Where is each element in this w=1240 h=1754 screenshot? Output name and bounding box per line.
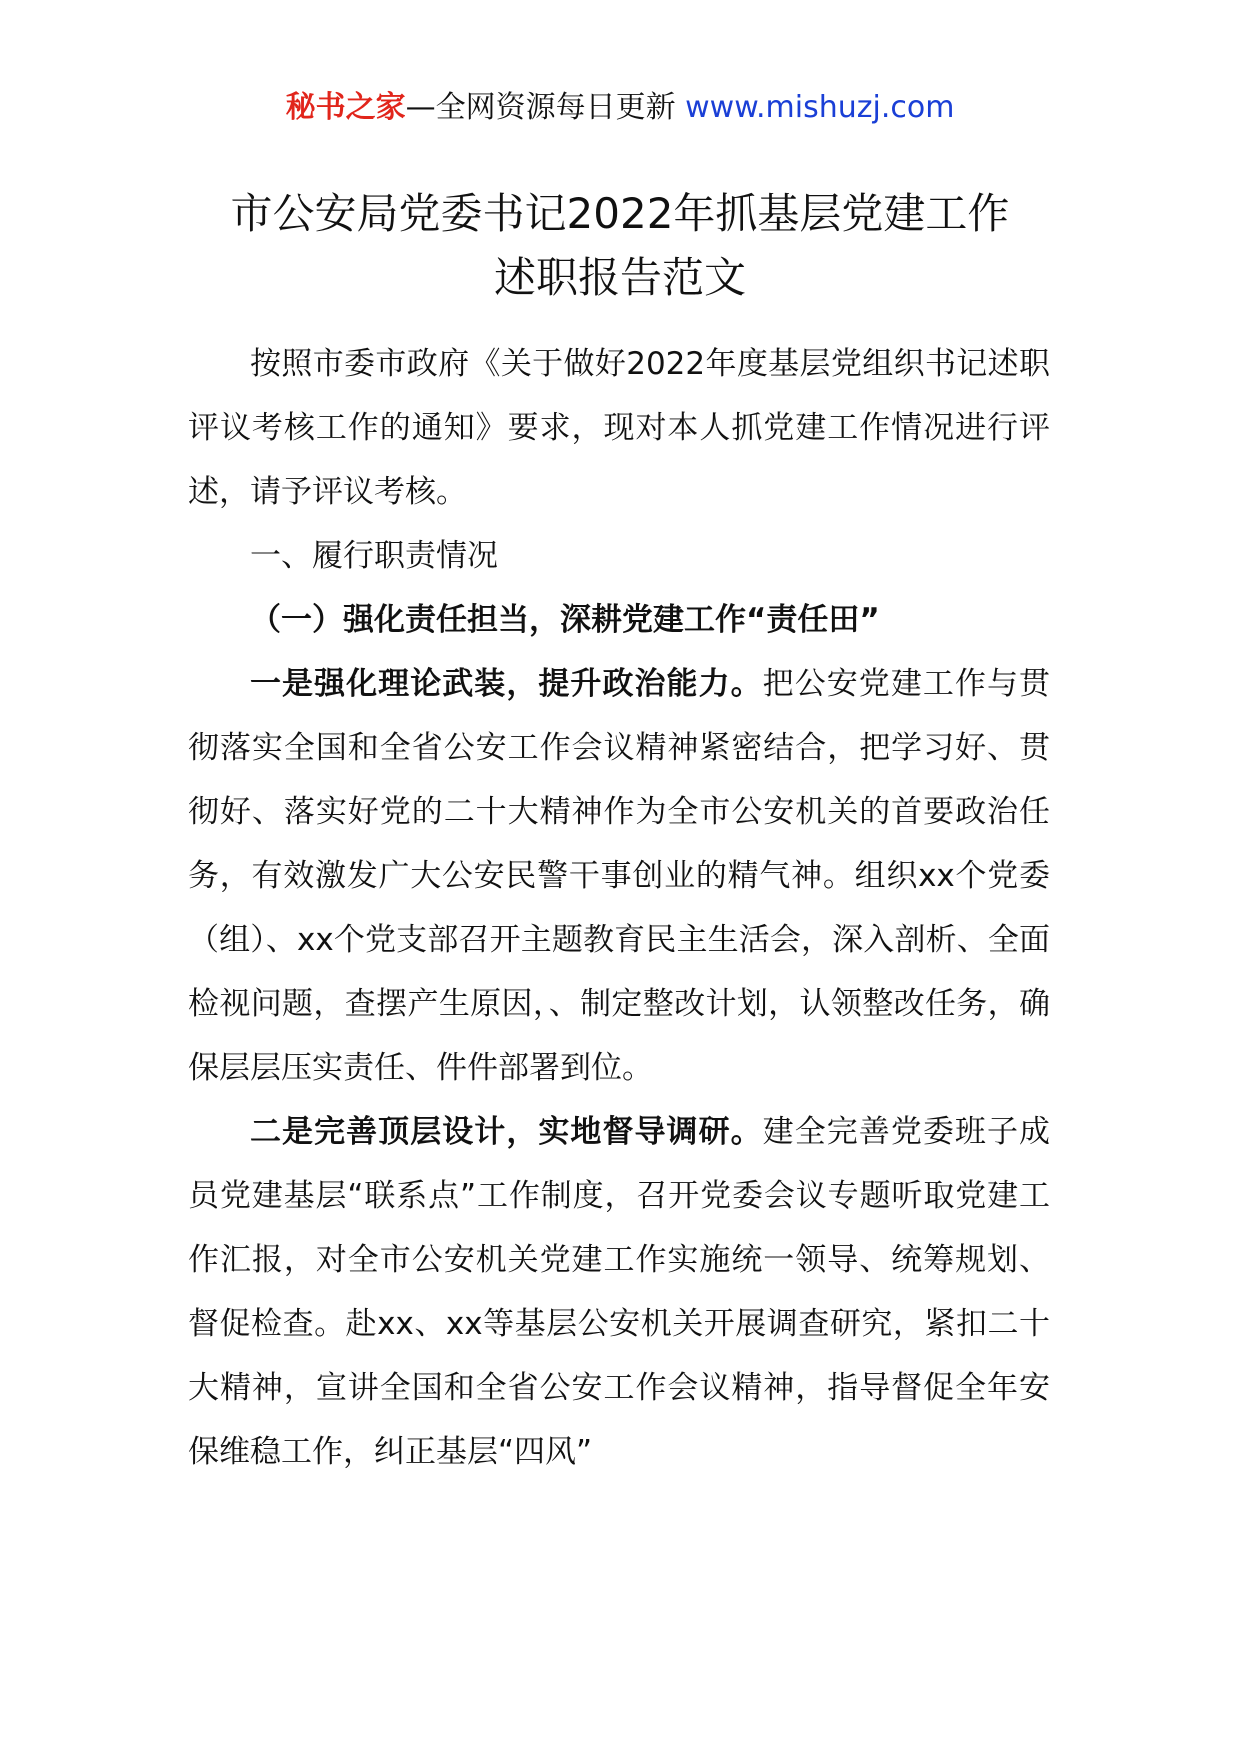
item-1-lead: 一是强化理论武装，提升政治能力。: [250, 666, 763, 702]
site-url[interactable]: www.mishuzj.com: [685, 90, 955, 125]
item-2-text: 建全完善党委班子成员党建基层“联系点”工作制度，召开党委会议专题听取党建工作汇报，对全市公安机关党建工作实施统一领导、统筹规划、督促检查。赴xx、xx等基层公安机关开展调查研究，紧扣二十大精神，宣讲全国和全省公安工作会议精神，指导督促全年安保维稳工作，纠正基层“四风”: [188, 1114, 1051, 1470]
item-1-text: 把公安党建工作与贯彻落实全国和全省公安工作会议精神紧密结合，把学习好、贯彻好、落实好党的二十大精神作为全市公安机关的首要政治任务，有效激发广大公安民警干事创业的精气神。组织xx个党委（组）、xx个党支部召开主题教育民主生活会，深入剖析、全面检视问题，查摆产生原因，、制定整改计划，认领整改任务，确保层层压实责任、件件部署到位。: [188, 666, 1051, 1086]
document-title: [100, 182, 1140, 310]
header-tagline: —全网资源每日更新: [405, 90, 676, 125]
section-heading: 一、履行职责情况: [250, 538, 498, 574]
item-paragraph-2: [188, 1100, 1050, 1484]
intro-paragraph: 按照市委市政府《关于做好2022年度基层党组织书记述职评议考核工作的通知》要求，现对本人抓党建工作情况进行评述，请予评议考核。: [188, 346, 1050, 510]
title-line-2: 述职报告范文: [493, 253, 746, 302]
document-body: [188, 332, 1050, 1484]
item-paragraph-1: [188, 652, 1050, 1100]
item-2-lead: 二是完善顶层设计，实地督导调研。: [250, 1114, 763, 1150]
brand-name: 秘书之家: [285, 90, 406, 125]
title-line-1: 市公安局党委书记2022年抓基层党建工作: [230, 189, 1010, 238]
site-header: [0, 88, 1240, 128]
subsection-heading: （一）强化责任担当，深耕党建工作“责任田”: [250, 602, 880, 638]
